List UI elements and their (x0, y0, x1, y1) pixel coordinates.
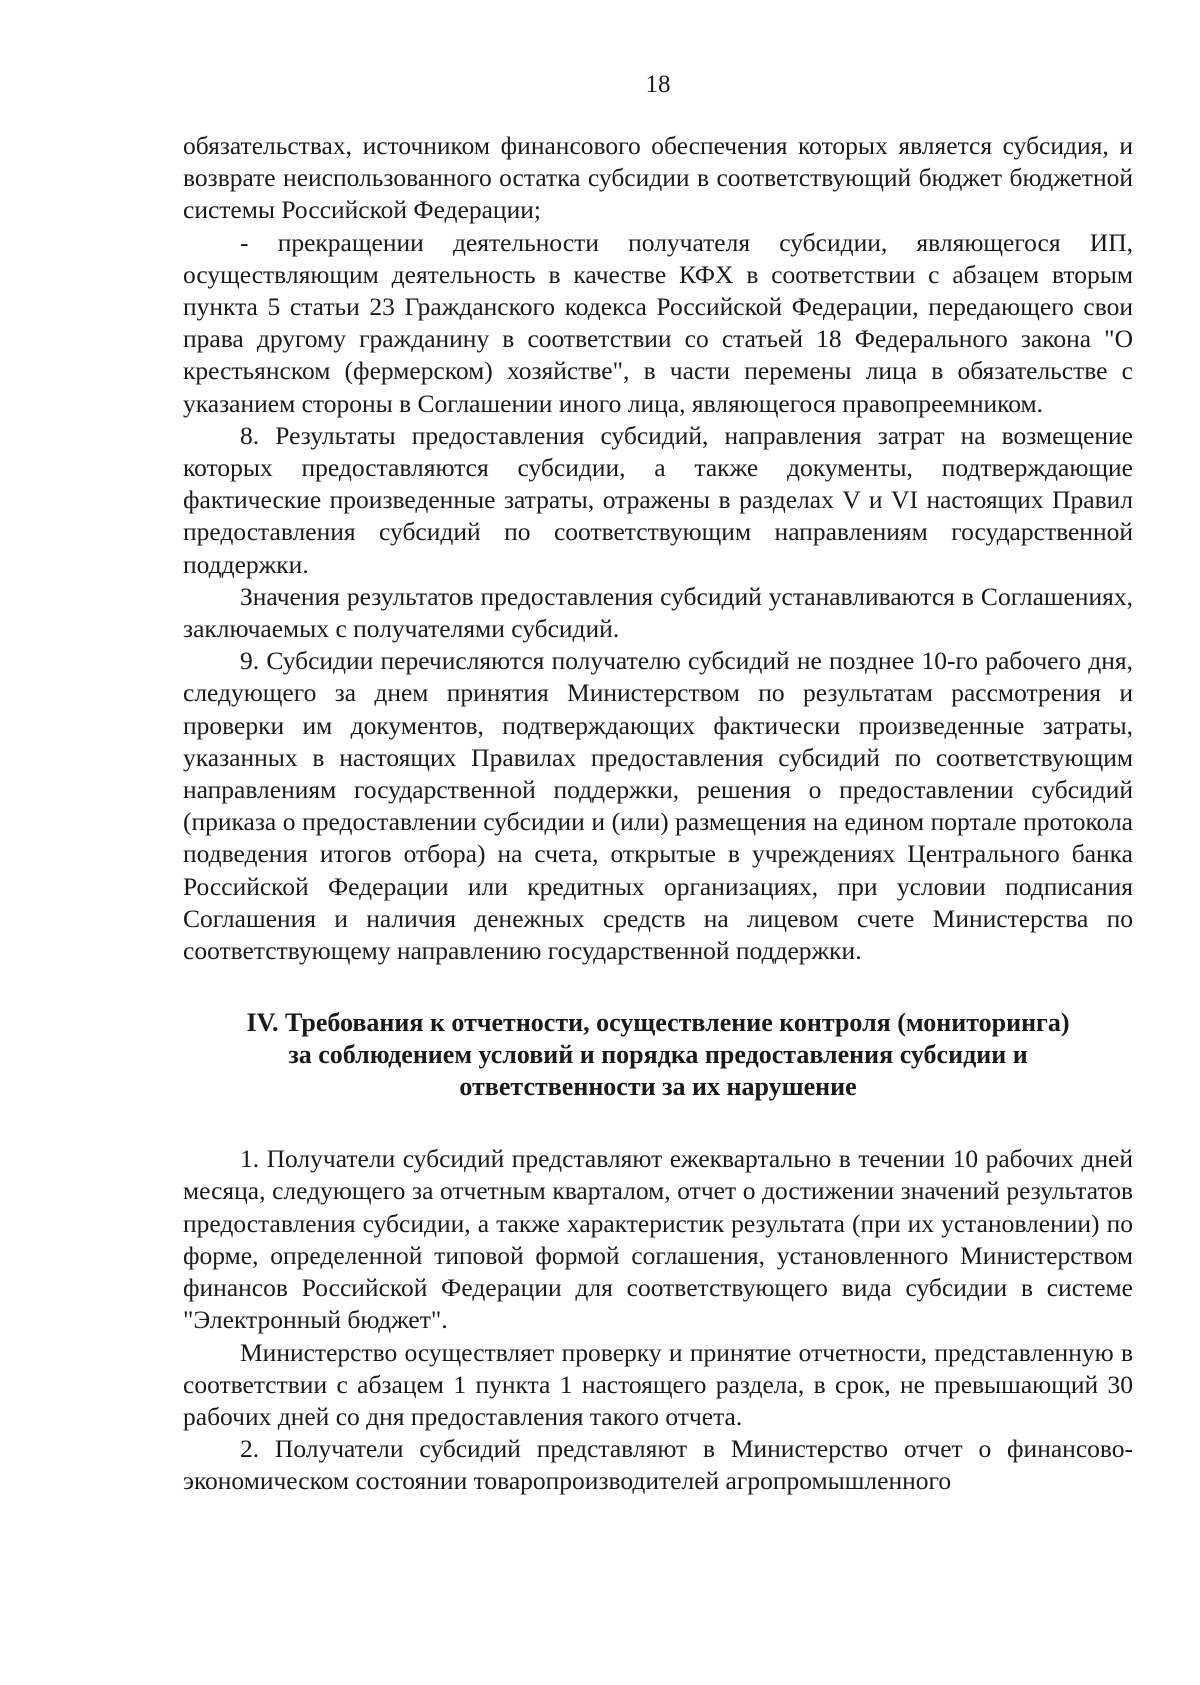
paragraph-section4-item-2: 2. Получатели субсидий представляют в Министерство отчет о финансово-экономическом состоянии товаропроизводителей агропромышленного (183, 1434, 1133, 1496)
paragraph-item-8: 8. Результаты предоставления субсидий, направления затрат на возмещение которых предоставляются субсидии, а также документы, подтверждающие фактические произведенные затраты, отражены в разделах V и VI настоящих Правил предоставления субсидий по соответствующим направлениям государственной поддержки. (183, 420, 1133, 579)
document-page (183, 70, 1133, 1498)
paragraph-section4-item-1: 1. Получатели субсидий представляют ежеквартально в течении 10 рабочих дней месяца, следующего за отчетным кварталом, отчет о достижении значений результатов предоставления субсидии, а также характеристик результата (при их установлении) по форме, определенной типовой формой соглашения, установленного Министерством финансов Российской Федерации для соответствующего вида субсидии в системе "Электронный бюджет". (183, 1144, 1133, 1335)
page-number: 18 (645, 71, 671, 98)
section-heading-line-3: ответственности за их нарушение (459, 1072, 857, 1102)
paragraph-ministry-check: Министерство осуществляет проверку и принятие отчетности, представленную в соответствии с абзацем 1 пункта 1 настоящего раздела, в срок, не превышающий 30 рабочих дней со дня предоставления такого отчета. (183, 1337, 1133, 1431)
section-heading-line-2: за соблюдением условий и порядка предоставления субсидии и (288, 1040, 1028, 1070)
paragraph-termination: - прекращении деятельности получателя субсидии, являющегося ИП, осуществляющим деятельность в качестве КФХ в соответствии с абзацем вторым пункта 5 статьи 23 Гражданского кодекса Российской Федерации, передающего свои права другому гражданину в соответствии со статьей 18 Федерального закона "О крестьянском (фермерском) хозяйстве", в части перемены лица в обязательстве с указанием стороны в Соглашении иного лица, являющегося правопреемником. (183, 227, 1133, 418)
paragraph-result-values: Значения результатов предоставления субсидий устанавливаются в Соглашениях, заключаемых с получателями субсидий. (183, 581, 1133, 644)
section-heading (183, 1007, 1133, 1103)
section-heading-line-1: IV. Требования к отчетности, осуществление контроля (мониторинга) (246, 1008, 1070, 1038)
paragraph-item-9: 9. Субсидии перечисляются получателю субсидий не позднее 10-го рабочего дня, следующего за днем принятия Министерством по результатам рассмотрения и проверки им документов, подтверждающих фактически произведенные затраты, указанных в настоящих Правилах предоставления субсидий по соответствующим направлениям государственной поддержки, решения о предоставлении субсидий (приказа о предоставлении субсидии и (или) размещения на едином портале протокола подведения итогов отбора) на счета, открытые в учреждениях Центрального банка Российской Федерации или кредитных организациях, при условии подписания Соглашения и наличия денежных средств на лицевом счете Министерства по соответствующему направлению государственной поддержки. (183, 646, 1133, 966)
paragraph-obligations: обязательствах, источником финансового обеспечения которых является субсидия, и возврате неиспользованного остатка субсидии в соответствующий бюджет бюджетной системы Российской Федерации; (183, 131, 1133, 225)
